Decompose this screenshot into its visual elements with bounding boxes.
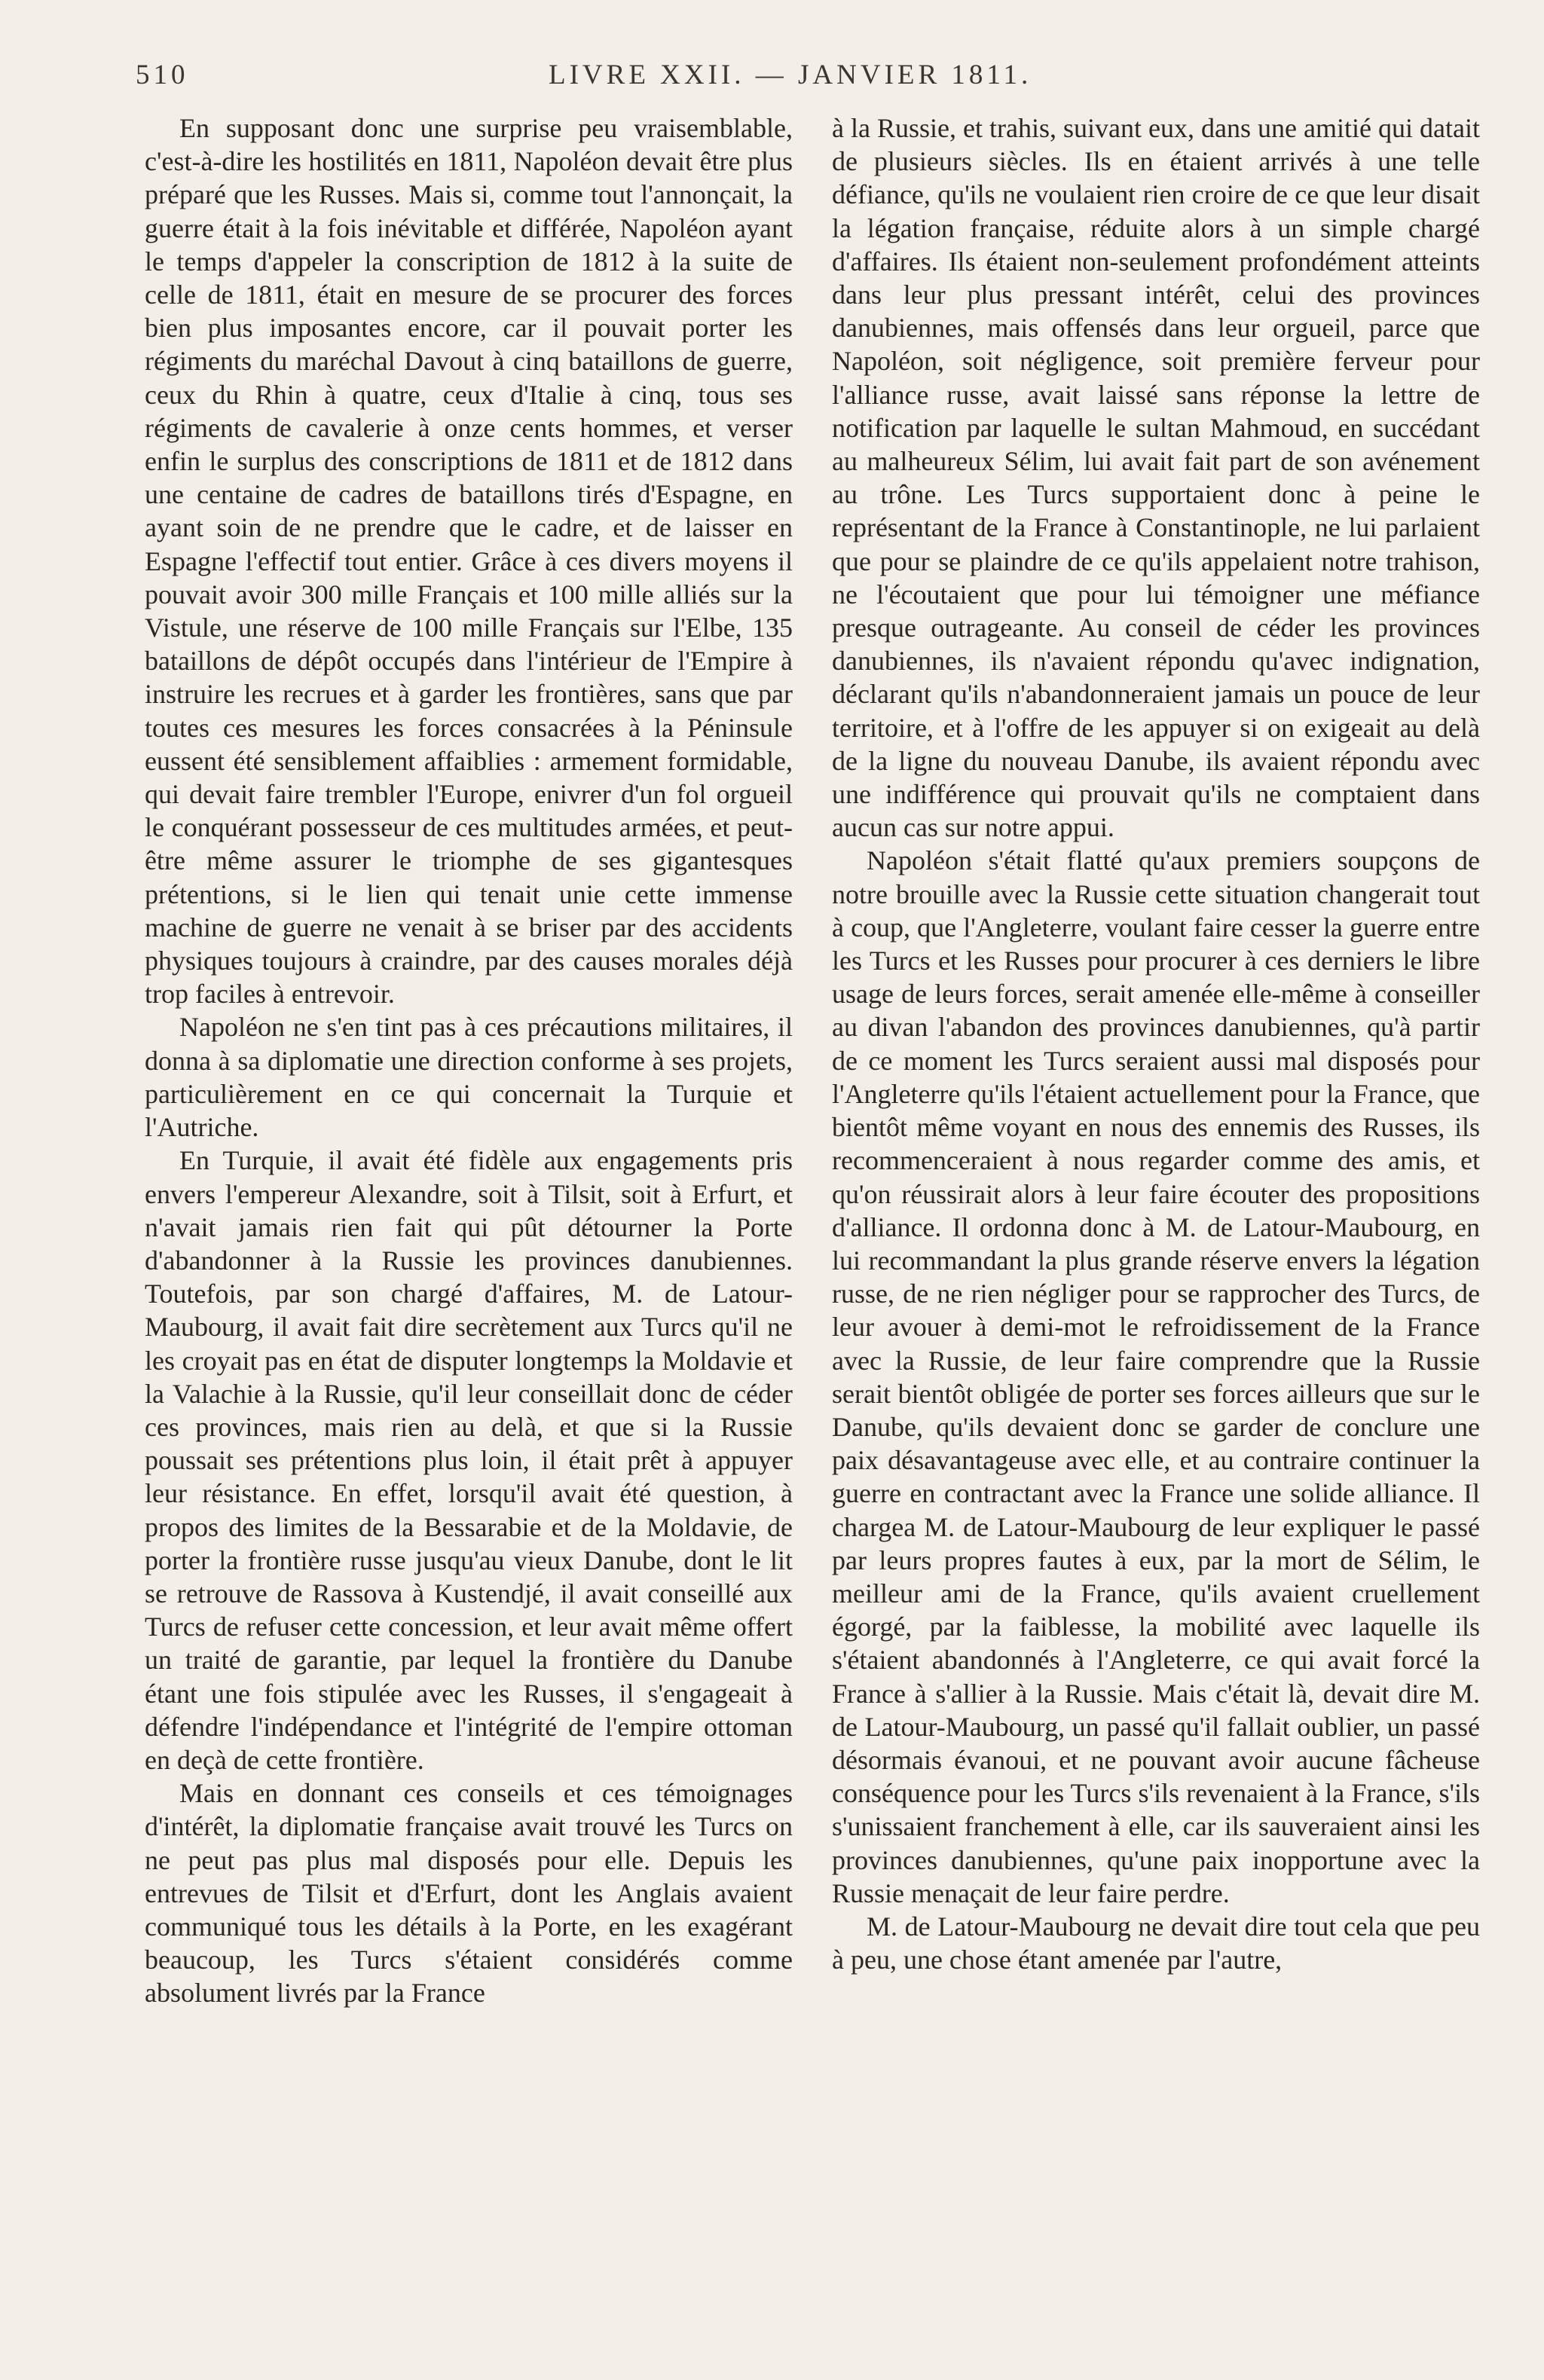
paragraph: Napoléon ne s'en tint pas à ces précautions militaires, il donna à sa diplomatie une direction conforme à ses projets, particulièrement en ce qui concernait la Turquie et l'Autriche. [145,1012,793,1143]
paragraph: En supposant donc une surprise peu vraisemblable, c'est-à-dire les hostilités en 1811, Napoléon devait être plus préparé que les Russes. Mais si, comme tout l'annonçait, la guerre était à la fois inévitable et différée, Napoléon ayant le temps d'appeler la conscription de 1812 à la suite de celle de 1811, était en mesure de se procurer des forces bien plus imposantes encore, car il pouvait porter les régiments du maréchal Davout à cinq bataillons de guerre, ceux du Rhin à quatre, ceux d'Italie à cinq, tous ses régiments de cavalerie à onze cents hommes, et verser enfin le surplus des conscriptions de 1811 et de 1812 dans une centaine de cadres de bataillons tirés d'Espagne, en ayant soin de ne prendre que le cadre, et de laisser en Espagne l'effectif tout entier. Grâce à ces divers moyens il pouvait avoir 300 mille Français et 100 mille alliés sur la Vistule, une réserve de 100 mille Français sur l'Elbe, 135 bataillons de dépôt occupés dans l'intérieur de l'Empire à instruire les recrues et à garder les frontières, sans que par toutes ces mesures les forces consacrées à la Péninsule eussent été sensiblement affaiblies : armement formidable, qui devait faire trembler l'Europe, enivrer d'un fol orgueil le conquérant possesseur de ces multitudes armées, et peut-être même assurer le triomphe de ses gigantesques prétentions, si le lien qui tenait unie cette immense machine de guerre ne venait à se briser par des accidents physiques toujours à craindre, par des causes morales déjà trop faciles à entrevoir. [145,113,793,1010]
page-header [136,59,1408,104]
left-column [145,112,793,2010]
page-number: 510 [136,60,189,90]
running-title: LIVRE XXII. — JANVIER 1811. [549,60,1032,90]
right-column [832,112,1480,1976]
paragraph: Napoléon s'était flatté qu'aux premiers soupçons de notre brouille avec la Russie cette situation changerait tout à coup, que l'Angleterre, voulant faire cesser la guerre entre les Turcs et les Russes pour procurer à ces derniers le libre usage de leurs forces, serait amenée elle-même à conseiller au divan l'abandon des provinces danubiennes, qu'à partir de ce moment les Turcs seraient aussi mal disposés pour l'Angleterre qu'ils l'étaient actuellement pour la France, que bientôt même voyant en nous des ennemis des Russes, ils recommenceraient à nous regarder comme des amis, et qu'on réussirait alors à leur faire écouter des propositions d'alliance. Il ordonna donc à M. de Latour-Maubourg, en lui recommandant la plus grande réserve envers la légation russe, de ne rien négliger pour se rapprocher des Turcs, de leur avouer à demi-mot le refroidissement de la France avec la Russie, de leur faire comprendre que la Russie serait bientôt obligée de porter ses forces ailleurs que sur le Danube, qu'ils devaient donc se garder de conclure une paix désavantageuse avec elle, et au contraire continuer la guerre en contractant avec la France une solide alliance. Il chargea M. de Latour-Maubourg de leur expliquer le passé par leurs propres fautes à eux, par la mort de Sélim, le meilleur ami de la France, qu'ils avaient cruellement égorgé, par la faiblesse, la mobilité avec laquelle ils s'étaient abandonnés à l'Angleterre, ce qui avait forcé la France à s'allier à la Russie. Mais c'était là, devait dire M. de Latour-Maubourg, un passé qu'il fallait oublier, un passé désormais évanoui, et ne pouvant avoir aucune fâcheuse conséquence pour les Turcs s'ils revenaient à la France, s'ils s'unissaient franchement à elle, car ils sauveraient ainsi les provinces danubiennes, qu'une paix inopportune avec la Russie menaçait de leur faire perdre. [832,845,1480,1908]
paragraph: M. de Latour-Maubourg ne devait dire tout cela que peu à peu, une chose étant amenée par l'autre, [832,1911,1480,1975]
paragraph-continued: à la Russie, et trahis, suivant eux, dans une amitié qui datait de plusieurs siècles. Ils en étaient arrivés à une telle défiance, qu'ils ne voulaient rien croire de ce que leur disait la légation française, réduite alors à un simple chargé d'affaires. Ils étaient non-seulement profondément atteints dans leur plus pressant intérêt, celui des provinces danubiennes, mais offensés dans leur orgueil, parce que Napoléon, soit négligence, soit première ferveur pour l'alliance russe, avait laissé sans réponse la lettre de notification par laquelle le sultan Mahmoud, en succédant au malheureux Sélim, lui avait fait part de son avénement au trône. Les Turcs supportaient donc à peine le représentant de la France à Constantinople, ne lui parlaient que pour se plaindre de ce qu'ils appelaient notre trahison, ne l'écoutaient que pour lui témoigner une méfiance presque outrageante. Au conseil de céder les provinces danubiennes, ils n'avaient répondu qu'avec indignation, déclarant qu'ils n'abandonneraient jamais un pouce de leur territoire, et à l'offre de les appuyer si on exigeait au delà de la ligne du nouveau Danube, ils avaient répondu avec une indifférence qui prouvait qu'ils ne comptaient dans aucun cas sur notre appui. [832,113,1480,843]
paragraph: En Turquie, il avait été fidèle aux engagements pris envers l'empereur Alexandre, soit à Tilsit, soit à Erfurt, et n'avait jamais rien fait qui pût détourner la Porte d'abandonner à la Russie les provinces danubiennes. Toutefois, par son chargé d'affaires, M. de Latour-Maubourg, il avait fait dire secrètement aux Turcs qu'il ne les croyait pas en état de disputer longtemps la Moldavie et la Valachie à la Russie, qu'il leur conseillait donc de céder ces provinces, mais rien au delà, et que si la Russie poussait ses prétentions plus loin, il était prêt à appuyer leur résistance. En effet, lorsqu'il avait été question, à propos des limites de la Bessarabie et de la Moldavie, de porter la frontière russe jusqu'au vieux Danube, dont le lit se retrouve de Rassova à Kustendjé, il avait conseillé aux Turcs de refuser cette concession, et leur avait même offert un traité de garantie, par lequel la frontière du Danube étant une fois stipulée avec les Russes, il s'engageait à défendre l'indépendance et l'intégrité de l'empire ottoman en deçà de cette frontière. [145,1145,793,1775]
paragraph: Mais en donnant ces conseils et ces témoignages d'intérêt, la diplomatie française avait trouvé les Turcs on ne peut pas plus mal disposés pour elle. Depuis les entrevues de Tilsit et d'Erfurt, dont les Anglais avaient communiqué tous les détails à la Porte, en les exagérant beaucoup, les Turcs s'étaient considérés comme absolument livrés par la France [145,1778,793,2009]
